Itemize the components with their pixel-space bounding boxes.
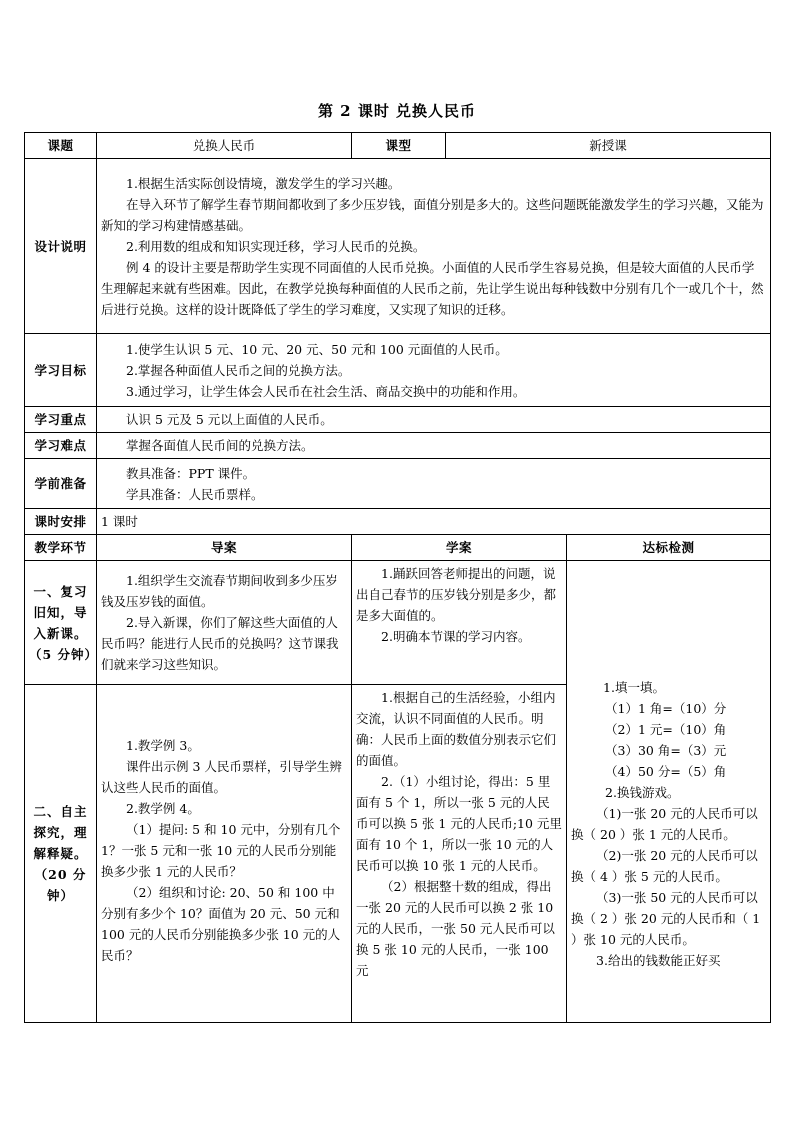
col-check: 达标检测	[567, 535, 771, 561]
design-label: 设计说明	[25, 159, 97, 334]
goal-item: 3.通过学习，让学生体会人民币在社会生活、商品交换中的功能和作用。	[126, 383, 526, 399]
key-point-label: 学习重点	[25, 407, 97, 433]
section1-study	[352, 561, 567, 685]
design-p1: 1.根据生活实际创设情境，激发学生的学习兴趣。	[126, 175, 401, 191]
check-q1b: （2）1 元=（10）角	[605, 722, 727, 737]
check-q1: 1.填一填。	[603, 680, 665, 695]
section1-study-p1: 1.踊跃回答老师提出的问题，说出自己春节的压岁钱分别是多少，都是多大面值的。	[356, 566, 557, 623]
key-point-text: 认识 5 元及 5 元以上面值的人民币。	[126, 412, 333, 427]
topic-label: 课题	[25, 133, 97, 159]
check-content	[567, 561, 771, 1023]
schedule-value: 1 课时	[97, 509, 771, 535]
check-q3: 3.给出的钱数能正好买	[596, 953, 721, 968]
section1-guide-p1: 1.组织学生交流春节期间收到多少压岁钱及压岁钱的面值。	[101, 573, 338, 609]
design-p2: 在导入环节了解学生春节期间都收到了多少压岁钱，面值分别是多大的。这些问题既能激发学生的学习兴趣，又能为新知的学习构建情感基础。	[101, 196, 764, 233]
difficulty-label: 学习难点	[25, 433, 97, 459]
check-q2b: （2)一张 20 元的人民币可以换（ 4 ）张 5 元的人民币。	[571, 848, 758, 884]
section2-guide-p4: （1）提问: 5 和 10 元中，分别有几个 1？一张 5 元和一张 10 元的人民币分别能换多少张 1 元的人民币？	[101, 822, 341, 879]
prep-row	[25, 459, 771, 509]
prep-content	[97, 459, 771, 509]
page-title: 第 2 课时 兑换人民币	[317, 102, 477, 120]
header-row	[25, 133, 771, 159]
section2-guide-p3: 2.教学例 4。	[126, 801, 200, 816]
design-row	[25, 159, 771, 334]
design-p3: 2.利用数的组成和知识实现迁移，学习人民币的兑换。	[126, 238, 426, 254]
prep-student: 学具准备：人民币票样。	[126, 486, 264, 502]
schedule-row	[25, 509, 771, 535]
section2-guide-p1: 1.教学例 3。	[126, 738, 200, 753]
check-q2a: （1)一张 20 元的人民币可以换（ 20 ）张 1 元的人民币。	[571, 806, 758, 842]
section1-row	[25, 561, 771, 685]
prep-teacher: 教具准备：PPT 课件。	[126, 465, 256, 481]
type-label: 课型	[352, 133, 446, 159]
check-q1a: （1）1 角=（10）分	[605, 701, 727, 716]
key-point-row	[25, 407, 771, 433]
section1-guide	[97, 561, 352, 685]
check-q2: 2.换钱游戏。	[605, 785, 680, 800]
section2-guide-p5: （2）组织和讨论: 20、50 和 100 中分别有多少个 10？面值为 20 元、50 元和 100 元的人民币分别能换多少张 10 元的人民币？	[101, 885, 341, 963]
difficulty-text: 掌握各面值人民币间的兑换方法。	[126, 438, 314, 453]
section2-study-p1: 1.根据自己的生活经验，小组内交流，认识不同面值的人民币。明确：人民币上面的数值分别表示它们的面值。	[356, 690, 557, 768]
goal-item: 1.使学生认识 5 元、10 元、20 元、50 元和 100 元面值的人民币。	[126, 341, 508, 357]
check-q1d: （4）50 分=（5）角	[605, 764, 727, 779]
col-guide: 导案	[97, 535, 352, 561]
col-stage: 教学环节	[25, 535, 97, 561]
topic-value: 兑换人民币	[97, 133, 352, 159]
section2-guide	[97, 685, 352, 1023]
section2-study-p2: 2.（1）小组讨论，得出：5 里面有 5 个 1，所以一张 5 元的人民币可以换 5 张 1 元的人民币;10 元里面有 10 个 1，所以一张 10 元的人民币可以换 10 张 1 元的人民币。	[356, 774, 562, 873]
key-point-value	[97, 407, 771, 433]
design-p4: 例 4 的设计主要是帮助学生实现不同面值的人民币兑换。小面值的人民币学生容易兑换，但是较大面值的人民币学生理解起来就有些困难。因此，在教学兑换每种面值的人民币之前，先让学生说出每种钱数中分别有几个一或几个十，然后进行兑换。这样的设计既降低了学生的学习难度，又实现了知识的迁移。	[101, 259, 764, 317]
section1-guide-p2: 2.导入新课，你们了解这些大面值的人民币吗？能进行人民币的兑换吗？这节课我们就来学习这些知识。	[101, 615, 339, 672]
difficulty-row	[25, 433, 771, 459]
check-q1c: （3）30 角=（3）元	[605, 743, 727, 758]
check-q2c: （3)一张 50 元的人民币可以换（ 2 ）张 20 元的人民币和（ 1 ）张 10 元的人民币。	[571, 890, 761, 947]
design-content	[97, 159, 771, 334]
section1-study-p2: 2.明确本节课的学习内容。	[381, 629, 531, 644]
section2-study-p3: （2）根据整十数的组成，得出一张 20 元的人民币可以换 2 张 10 元的人民币，一张 50 元人民币可以换 5 张 10 元的人民币，一张 100 元	[356, 879, 555, 978]
type-value: 新授课	[446, 133, 771, 159]
prep-label: 学前准备	[25, 459, 97, 509]
goals-content	[97, 334, 771, 407]
goals-label: 学习目标	[25, 334, 97, 407]
col-study: 学案	[352, 535, 567, 561]
lesson-plan-table	[24, 132, 771, 1023]
section2-stage: 二、自主探究，理解释疑。（20 分钟）	[25, 685, 97, 1023]
difficulty-value	[97, 433, 771, 459]
goal-item: 2.掌握各种面值人民币之间的兑换方法。	[126, 362, 351, 378]
goals-row	[25, 334, 771, 407]
schedule-label: 课时安排	[25, 509, 97, 535]
section1-stage: 一、复习旧知，导入新课。（5 分钟）	[25, 561, 97, 685]
section2-guide-p2: 课件出示例 3 人民币票样，引导学生辨认这些人民币的面值。	[101, 759, 342, 795]
section2-study	[352, 685, 567, 1023]
columns-header-row	[25, 535, 771, 561]
